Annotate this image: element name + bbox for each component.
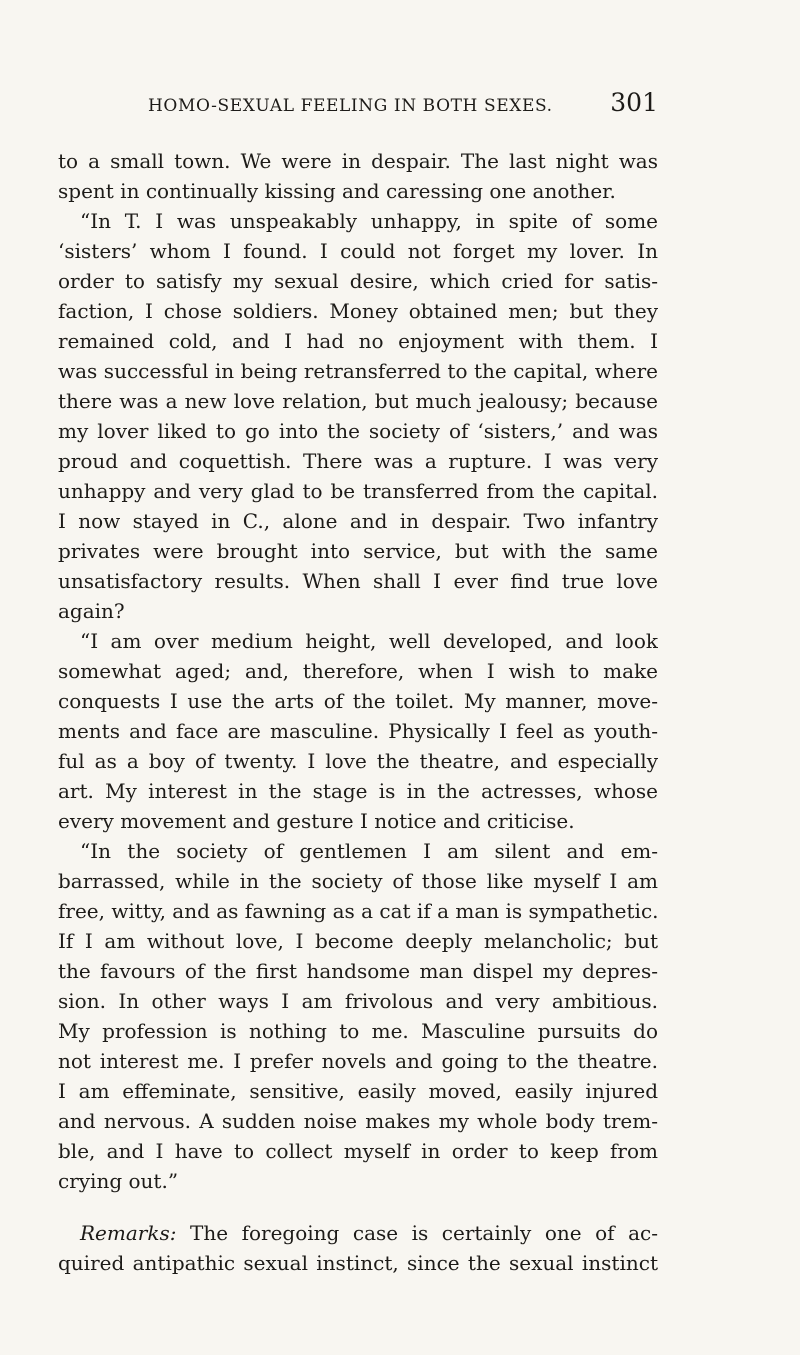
text-line: every movement and gesture I notice and criticise. (58, 809, 575, 833)
text-line: “In the society of gentlemen I am silent and em- (80, 839, 658, 863)
text-line: spent in continually kissing and caressing one another. (58, 179, 616, 203)
text-line: art. My interest in the stage is in the actresses, whose (58, 779, 658, 803)
text-line: and nervous. A sudden noise makes my whole body trem- (58, 1109, 658, 1133)
text-line: there was a new love relation, but much jealousy; because (58, 389, 658, 413)
body-text (58, 146, 658, 1275)
text-line: the favours of the first handsome man dispel my depres- (58, 959, 658, 983)
remarks-text: The foregoing case is certainly one of ac- (176, 1221, 658, 1245)
text-line: I now stayed in C., alone and in despair. Two infantry (58, 509, 658, 533)
text-line: ‘sisters’ whom I found. I could not forget my lover. In (58, 239, 658, 263)
text-line: My profession is nothing to me. Masculine pursuits do (58, 1019, 658, 1043)
text-line: crying out.” (58, 1169, 179, 1193)
text-line: my lover liked to go into the society of ‘sisters,’ and was (58, 419, 658, 443)
text-line: I am effeminate, sensitive, easily moved, easily injured (58, 1079, 658, 1103)
text-line: order to satisfy my sexual desire, which cried for satis- (58, 269, 658, 293)
running-head (148, 88, 658, 124)
text-line: was successful in being retransferred to the capital, where (58, 359, 658, 383)
text-line: ful as a boy of twenty. I love the theatre, and especially (58, 749, 658, 773)
text-line: privates were brought into service, but with the same (58, 539, 658, 563)
text-line: free, witty, and as fawning as a cat if a man is sympathetic. (58, 899, 658, 923)
text-line: barrassed, while in the society of those like myself I am (58, 869, 658, 893)
text-line: somewhat aged; and, therefore, when I wish to make (58, 659, 658, 683)
text-line: faction, I chose soldiers. Money obtained men; but they (58, 299, 658, 323)
text-line: ments and face are masculine. Physically I feel as youth- (58, 719, 658, 743)
text-line: “I am over medium height, well developed, and look (80, 629, 658, 653)
text-line: to a small town. We were in despair. The last night was (58, 149, 658, 173)
remarks-label: Remarks: (80, 1221, 177, 1245)
running-title: HOMO-SEXUAL FEELING IN BOTH SEXES. (148, 96, 553, 116)
text-line: proud and coquettish. There was a rupture. I was very (58, 449, 658, 473)
text-line: ble, and I have to collect myself in order to keep from (58, 1139, 658, 1163)
text-line: conquests I use the arts of the toilet. My manner, move- (58, 689, 658, 713)
page-number: 301 (610, 88, 658, 117)
text-line: again? (58, 599, 125, 623)
text-line: If I am without love, I become deeply melancholic; but (58, 929, 658, 953)
text-line: remained cold, and I had no enjoyment with them. I (58, 329, 658, 353)
text-line: quired antipathic sexual instinct, since the sexual instinct (58, 1251, 658, 1275)
text-line: unhappy and very glad to be transferred from the capital. (58, 479, 658, 503)
text-line: not interest me. I prefer novels and going to the theatre. (58, 1049, 658, 1073)
remarks-line (58, 1218, 658, 1248)
text-line: “In T. I was unspeakably unhappy, in spite of some (80, 209, 658, 233)
text-line: unsatisfactory results. When shall I ever find true love (58, 569, 658, 593)
text-line: sion. In other ways I am frivolous and very ambitious. (58, 989, 658, 1013)
